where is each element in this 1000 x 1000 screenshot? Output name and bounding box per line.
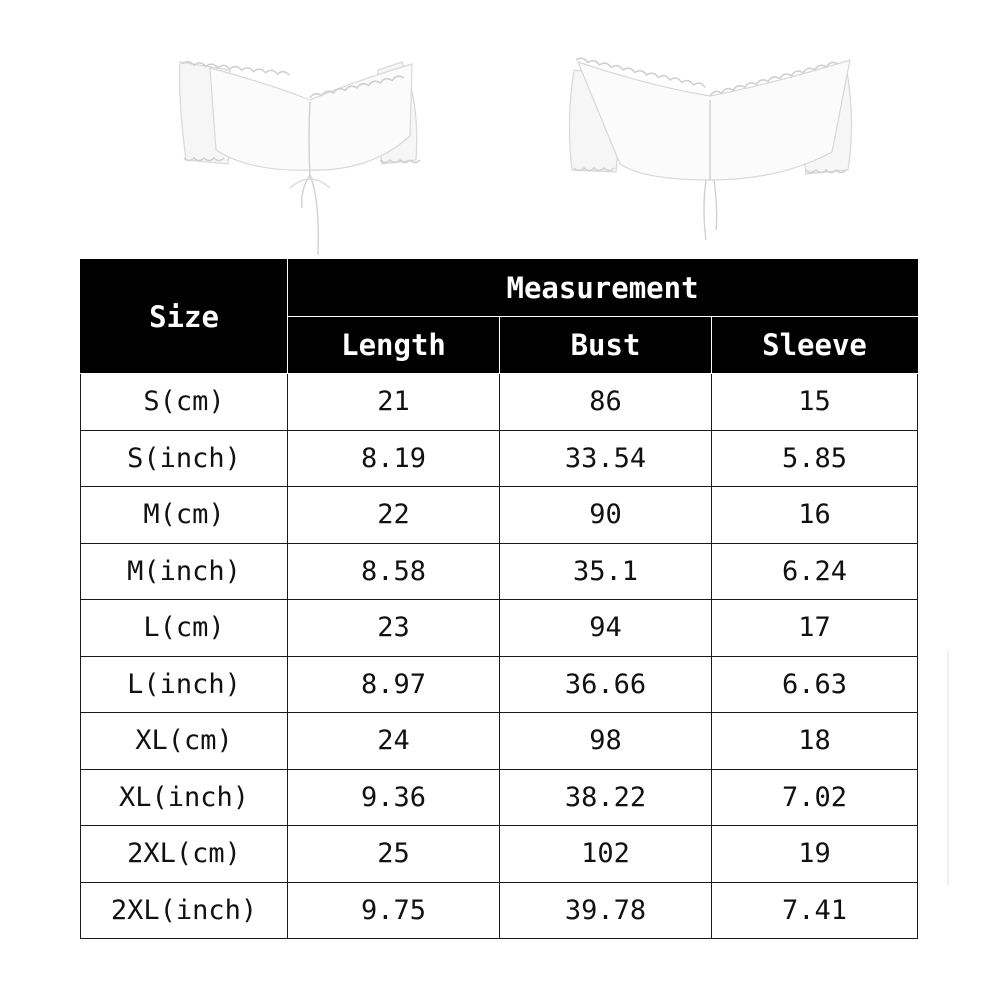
sleeve-cell: 19: [712, 826, 918, 883]
size-cell: XL(cm): [81, 713, 288, 770]
length-cell: 9.75: [288, 882, 500, 939]
length-cell: 22: [288, 487, 500, 544]
bust-cell: 36.66: [500, 656, 712, 713]
table-row: [81, 713, 918, 770]
length-cell: 9.36: [288, 769, 500, 826]
length-cell: 8.97: [288, 656, 500, 713]
bust-cell: 86: [500, 374, 712, 431]
table-body: [81, 374, 918, 939]
product-images: [0, 0, 1000, 260]
size-cell: S(cm): [81, 374, 288, 431]
size-chart-table: [80, 259, 918, 939]
length-cell: 25: [288, 826, 500, 883]
size-cell: XL(inch): [81, 769, 288, 826]
bust-cell: 33.54: [500, 430, 712, 487]
length-cell: 24: [288, 713, 500, 770]
table-row: [81, 430, 918, 487]
sleeve-column-header: Sleeve: [712, 317, 918, 374]
sleeve-cell: 18: [712, 713, 918, 770]
faint-edge-line: [947, 650, 949, 885]
size-cell: L(cm): [81, 600, 288, 657]
size-column-header: Size: [81, 260, 288, 374]
bust-cell: 35.1: [500, 543, 712, 600]
blouse-front-image: [170, 40, 450, 260]
bust-cell: 38.22: [500, 769, 712, 826]
sleeve-cell: 15: [712, 374, 918, 431]
blouse-back-image: [560, 40, 860, 260]
sleeve-cell: 5.85: [712, 430, 918, 487]
bust-column-header: Bust: [500, 317, 712, 374]
table-row: [81, 826, 918, 883]
size-cell: L(inch): [81, 656, 288, 713]
size-cell: 2XL(cm): [81, 826, 288, 883]
sleeve-cell: 6.63: [712, 656, 918, 713]
size-cell: 2XL(inch): [81, 882, 288, 939]
bust-cell: 94: [500, 600, 712, 657]
table-row: [81, 600, 918, 657]
length-cell: 23: [288, 600, 500, 657]
table-header: [81, 260, 918, 374]
table-row: [81, 487, 918, 544]
bust-cell: 90: [500, 487, 712, 544]
length-cell: 21: [288, 374, 500, 431]
table-row: [81, 543, 918, 600]
sleeve-cell: 17: [712, 600, 918, 657]
sleeve-cell: 16: [712, 487, 918, 544]
bust-cell: 98: [500, 713, 712, 770]
table-row: [81, 374, 918, 431]
size-cell: M(cm): [81, 487, 288, 544]
length-cell: 8.19: [288, 430, 500, 487]
sleeve-cell: 6.24: [712, 543, 918, 600]
length-cell: 8.58: [288, 543, 500, 600]
length-column-header: Length: [288, 317, 500, 374]
measurement-header: Measurement: [288, 260, 918, 317]
bust-cell: 39.78: [500, 882, 712, 939]
size-cell: S(inch): [81, 430, 288, 487]
size-cell: M(inch): [81, 543, 288, 600]
table-row: [81, 769, 918, 826]
sleeve-cell: 7.41: [712, 882, 918, 939]
bust-cell: 102: [500, 826, 712, 883]
table-row: [81, 656, 918, 713]
sleeve-cell: 7.02: [712, 769, 918, 826]
table-row: [81, 882, 918, 939]
